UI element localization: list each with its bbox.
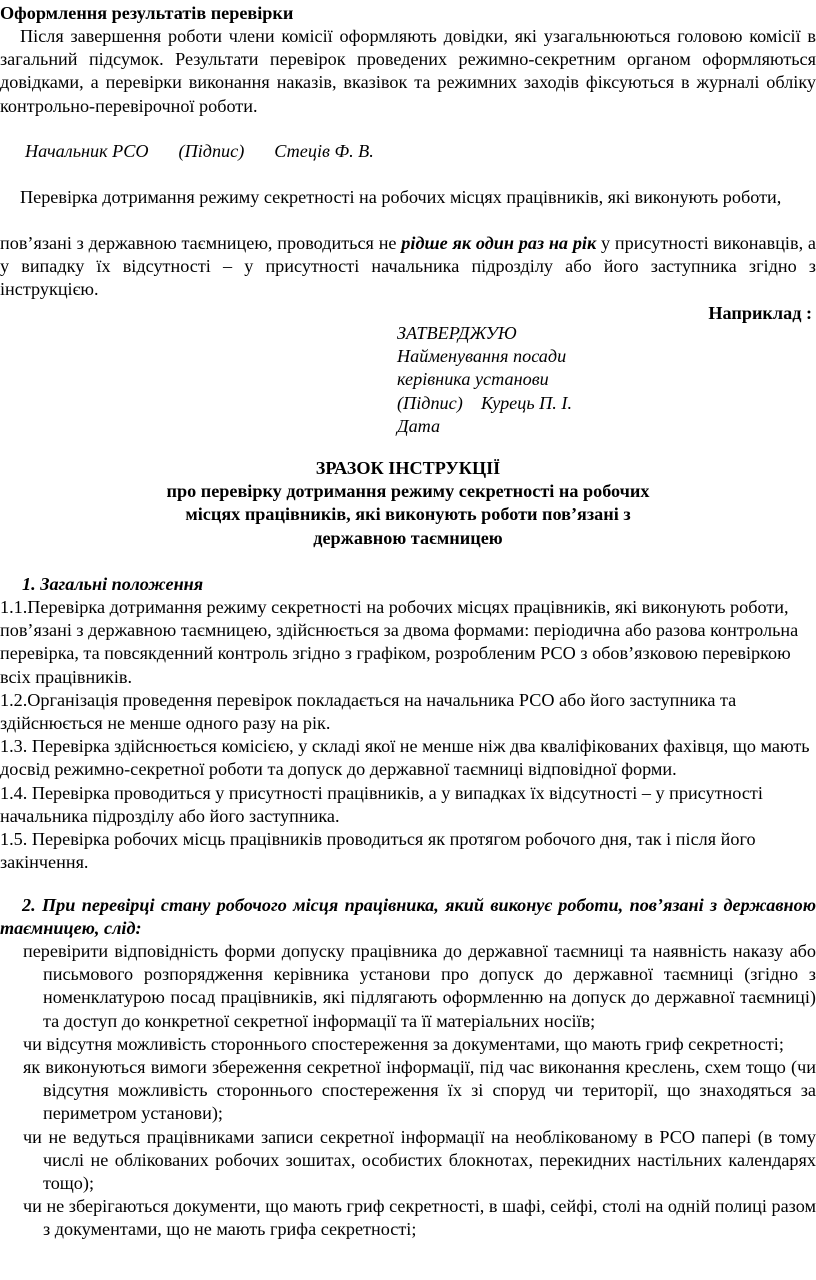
section-2-list (0, 940, 816, 1242)
check-paragraph-part2: у присутності виконавців, а у випадку їх відсутності – у присутності начальника підрозділу або його заступника згідно з інструкцією. (0, 233, 816, 300)
approval-line-5: Дата (397, 415, 441, 436)
instruction-title-line-4: державною таємницею (313, 527, 503, 548)
signature-line (25, 140, 805, 163)
section-1-item: 1.2.Організація проведення перевірок покладається на начальника РСО або його заступника та здійснюється не менше одного разу на рік. (0, 689, 737, 734)
approval-line-4: (Підпис) Курець П. І. (397, 392, 572, 413)
signature-name: Стецiв Ф. В. (274, 141, 374, 161)
check-paragraph (0, 232, 816, 302)
section-1-item: 1.4. Перевірка проводиться у присутності працівників, а у випадках їх відсутності – у присутності начальника підрозділу або його заступника. (0, 782, 763, 826)
section-1-list (0, 596, 812, 874)
check-paragraph-emphasis: рідше як один раз на рік (401, 233, 597, 253)
approval-block (397, 322, 797, 438)
instruction-title-line-2: про перевірку дотримання режиму секретності на робочих (166, 481, 650, 502)
section-title: Оформлення результатів перевірки (0, 3, 294, 23)
section-2-item: чи відсутня можливість стороннього спостереження за документами, що мають гриф секретності; (23, 1033, 784, 1054)
section-1-item: 1.5. Перевірка робочих місць працівників проводиться як протягом робочого дня, так і після його закінчення. (0, 829, 756, 873)
instruction-title (0, 457, 816, 550)
section-2-item: перевірити відповідність форми допуску працівника до державної таємниці та наявність наказу або письмового розпорядження керівника установи про допуск до державної таємниці (згідно з номенклатурою посад працівників, які підлягають оформленню на допуск до державної таємниці) та доступ до конкретної секретної інформації та її матеріальних носіїв; (23, 941, 816, 1031)
approval-line-3: керівника установи (397, 369, 549, 390)
example-label: Наприклад : (708, 303, 812, 323)
signature-sign: (Підпис) (178, 141, 245, 161)
section-1-item: 1.3. Перевірка здійснюється комісією, у складі якої не менше ніж два кваліфікованих фахівця, що мають досвід режимно-секретної роботи та допуск до державної таємниці відповідної форми. (0, 736, 810, 780)
section-1-heading: 1. Загальні положення (22, 574, 204, 594)
approval-line-1: ЗАТВЕРДЖУЮ (397, 323, 517, 343)
section-2-item: чи не зберігаються документи, що мають гриф секретності, в шафі, сейфі, столі на одній полиці разом з документами, що не мають грифа секретності; (23, 1196, 816, 1240)
section-2-item: як виконуються вимоги збереження секретної інформації, під час виконання креслень, схем тощо (чи відсутня можливість стороннього спостереження їх зі споруд чи території, що знаходяться за периметром установи); (23, 1057, 816, 1124)
approval-line-2: Найменування посади (397, 346, 567, 367)
section-2-item: чи не ведуться працівниками записи секретної інформації на необлікованому в РСО папері (в тому числі не облікованих робочих зошитах, особистих блокнотах, перекидних настільних календарях тощо); (23, 1126, 816, 1194)
signature-position: Начальник РСО (25, 141, 149, 161)
check-paragraph-line1: Перевірка дотримання режиму секретності на робочих місцях працівників, які виконують роботи, (20, 187, 782, 207)
instruction-title-line-3: місцях працівників, які виконують роботи пов’язані з (185, 504, 631, 525)
check-paragraph-part1: пов’язані з державною таємницею, проводиться не (0, 233, 402, 253)
instruction-title-line-1: ЗРАЗОК ІНСТРУКЦІЇ (315, 458, 501, 478)
results-paragraph: Після завершення роботи члени комісії оформляють довідки, які узагальнюються головою комісії в загальний підсумок. Результати перевірок проведених режимно-секретним органом оформляються довідками, а перевірки виконання наказів, вказівок та режимних заходів фіксуються в журналі обліку контрольно-перевірочної роботи. (0, 26, 816, 116)
section-1-item: 1.1.Перевірка дотримання режиму секретності на робочих місцях працівників, які виконують роботи, пов’язані з державною таємницею, здійснюється за двома формами: періодична або разова контрольна перевірка, та повсякденний контроль згідно з графіком, розробленим РСО з обов’язковою перевіркою всіх працівників. (0, 597, 799, 687)
section-2-heading: 2. При перевірці стану робочого місця працівника, який виконує роботи, пов’язані з державною таємницею, слід: (0, 895, 816, 939)
